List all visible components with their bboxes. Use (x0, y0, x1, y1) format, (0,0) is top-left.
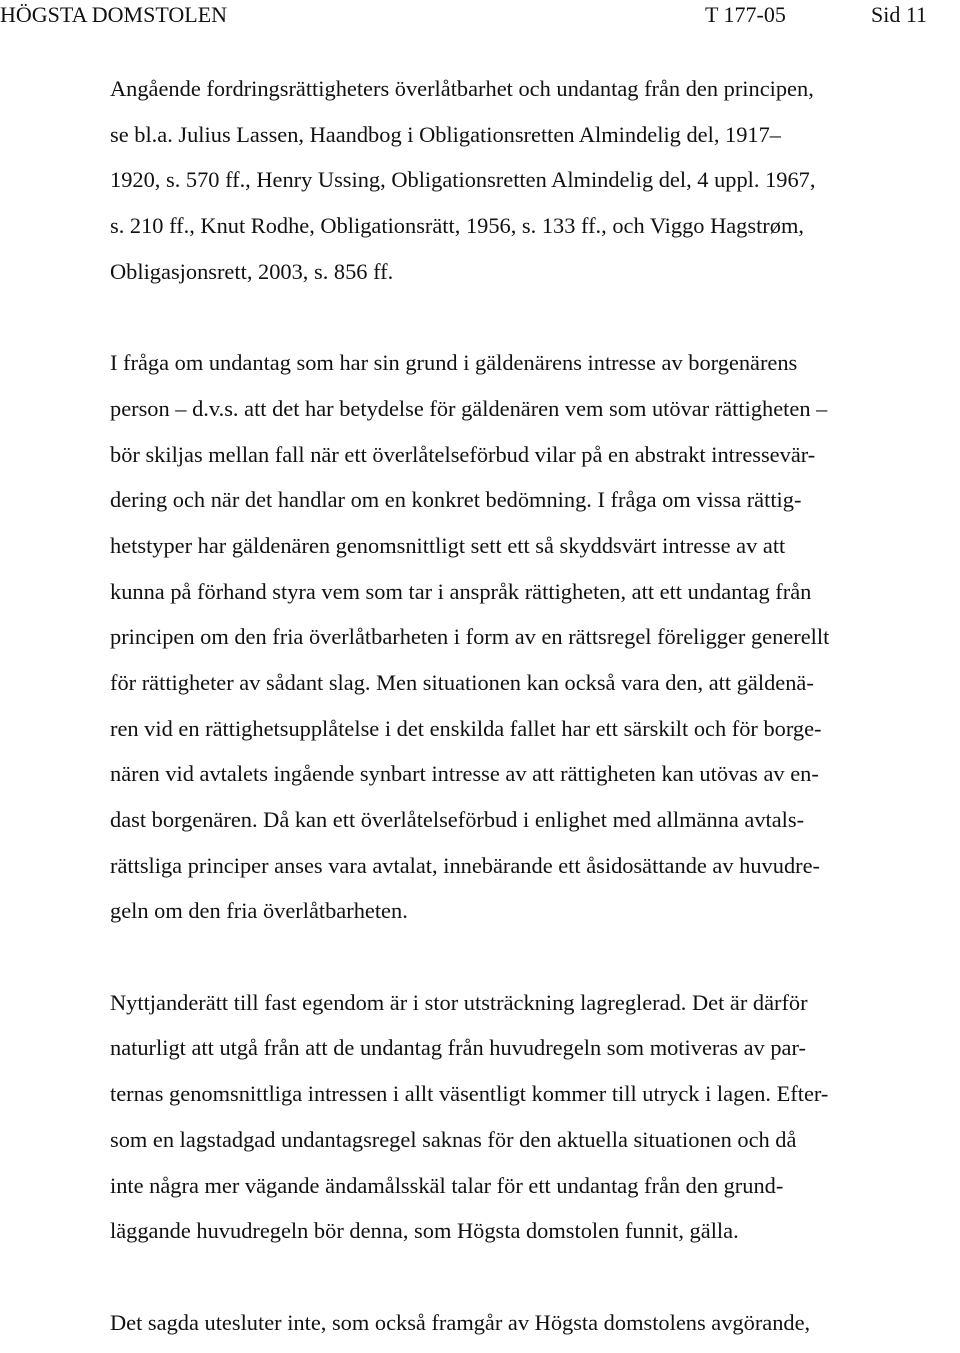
text-line: principen om den fria överlåtbarheten i form av en rättsregel föreligger generellt (110, 624, 830, 650)
text-line: Nyttjanderätt till fast egendom är i stor utsträckning lagreglerad. Det är därför (110, 989, 808, 1015)
page-number: Sid 11 (871, 2, 928, 27)
text-line: dast borgenären. Då kan ett överlåtelseförbud i enlighet med allmänna avtals- (110, 807, 805, 832)
text-line: hetstyper har gäldenären genomsnittligt sett ett så skyddsvärt intresse av att (110, 532, 786, 558)
paragraph-usufruct (110, 980, 960, 1254)
text-line: ren vid en rättighetsupplåtelse i det enskilda fallet har ett särskilt och för borge- (110, 715, 822, 741)
text-line: naturligt att utgå från att de undantag från huvudregeln som motiveras av par- (110, 1035, 806, 1061)
page-header (0, 0, 960, 34)
paragraph-spacer (110, 1254, 960, 1300)
text-line: person – d.v.s. att det har betydelse för gäldenären vem som utövar rättigheten – (110, 395, 828, 421)
text-line: geln om den fria överlåtbarheten. (110, 898, 408, 924)
text-line: läggande huvudregeln bör denna, som Högsta domstolen funnit, gälla. (110, 1218, 739, 1244)
text-line: Det sagda utesluter inte, som också framgår av Högsta domstolens avgörande, (110, 1309, 811, 1335)
text-line: bör skiljas mellan fall när ett överlåtelseförbud vilar på en abstrakt intressevär- (110, 441, 816, 467)
text-line: 1920, s. 570 ff., Henry Ussing, Obligationsretten Almindelig del, 4 uppl. 1967, (110, 167, 816, 193)
text-line: som en lagstadgad undantagsregel saknas för den aktuella situationen och då (110, 1126, 797, 1152)
text-line: Angående fordringsrättigheters överlåtbarhet och undantag från den principen, (110, 76, 814, 101)
text-line: för rättigheter av sådant slag. Men situationen kan också vara den, att gäldenä- (110, 669, 814, 695)
text-line: rättsliga principer anses vara avtalat, innebärande ett åsidosättande av huvudre- (110, 852, 820, 878)
court-name: HÖGSTA DOMSTOLEN (0, 2, 228, 27)
text-line: nären vid avtalets ingående synbart intresse av att rättigheten kan utövas av en- (110, 761, 819, 787)
case-number: T 177-05 (705, 2, 786, 27)
text-line: I fråga om undantag som har sin grund i gäldenärens intresse av borgenärens (110, 350, 798, 376)
paragraph-debtor-interest (110, 340, 960, 934)
document-body (110, 66, 960, 1345)
paragraph-spacer (110, 294, 960, 340)
paragraph-spacer (110, 934, 960, 980)
text-line: inte några mer vägande ändamålsskäl talar för ett undantag från den grund- (110, 1172, 784, 1198)
text-line: ternas genomsnittliga intressen i allt väsentligt kommer till utryck i lagen. Efter- (110, 1081, 829, 1107)
text-line: Obligasjonsrett, 2003, s. 856 ff. (110, 258, 394, 284)
paragraph-references (110, 66, 960, 294)
text-line: dering och när det handlar om en konkret bedömning. I fråga om vissa rättig- (110, 487, 802, 513)
text-line: s. 210 ff., Knut Rodhe, Obligationsrätt, 1956, s. 133 ff., och Viggo Hagstrøm, (110, 213, 804, 239)
paragraph-conclusion (110, 1300, 960, 1346)
text-line: se bl.a. Julius Lassen, Haandbog i Obligationsretten Almindelig del, 1917– (110, 121, 781, 147)
text-line: kunna på förhand styra vem som tar i anspråk rättigheten, att ett undantag från (110, 578, 812, 604)
